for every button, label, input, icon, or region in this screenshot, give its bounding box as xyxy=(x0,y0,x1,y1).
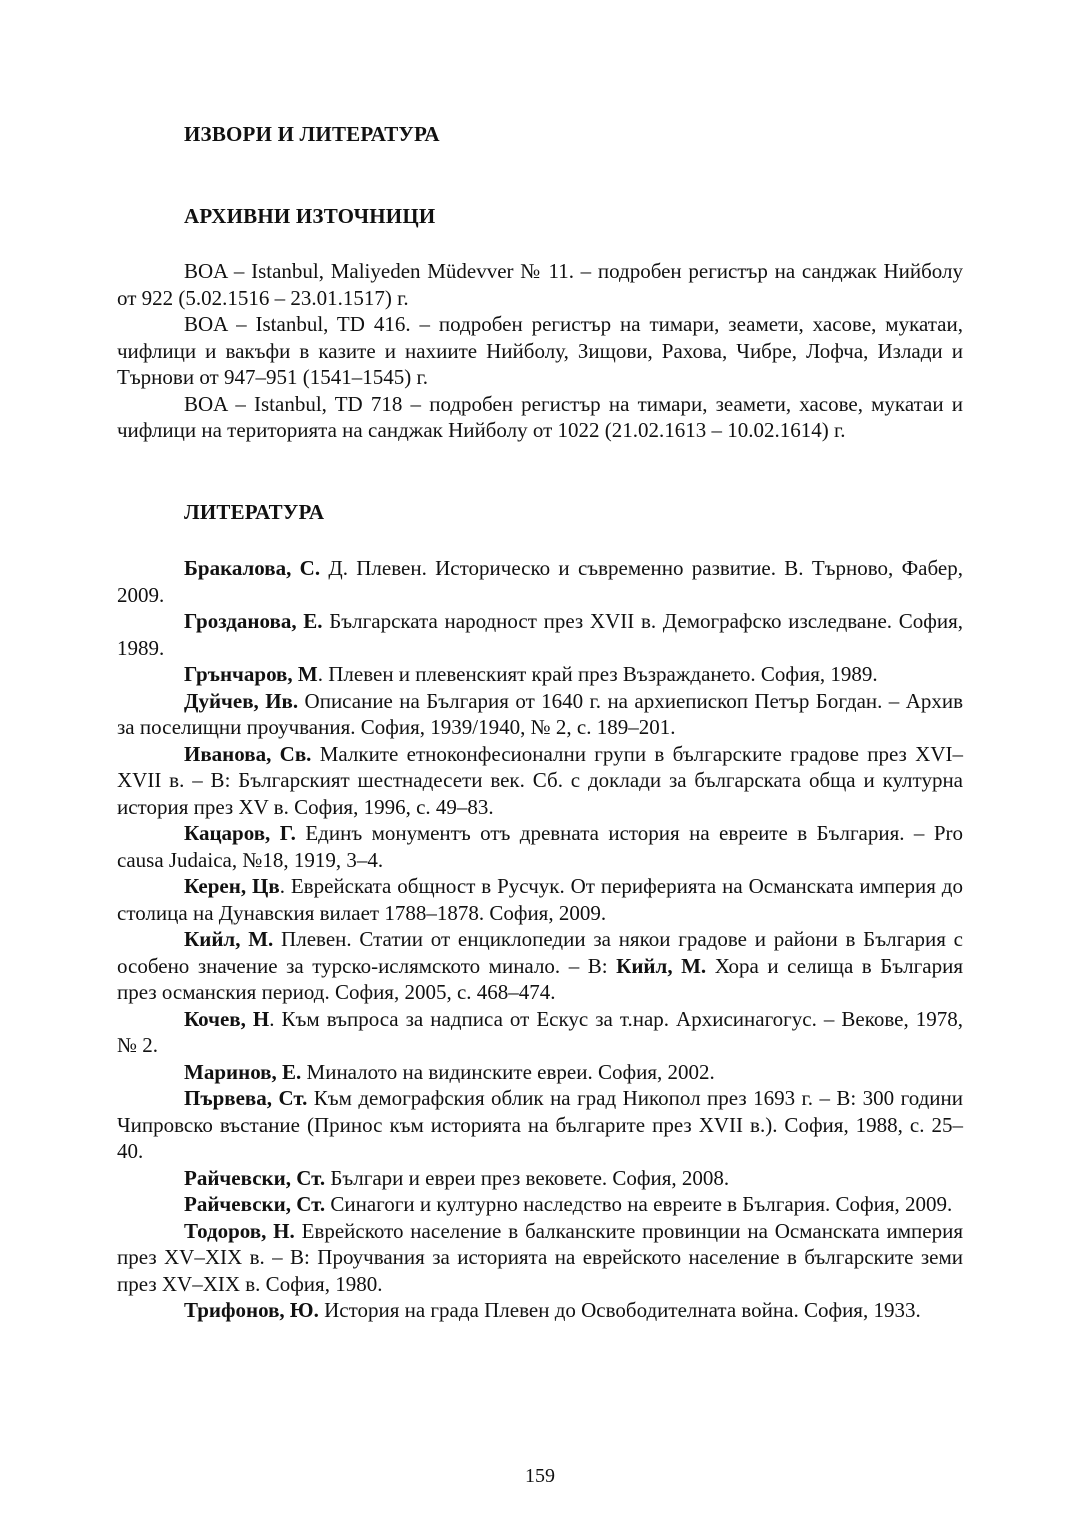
entry-text: Описание на България от 1640 г. на архиепископ Петър Богдан. – Архив за поселищни проучвания. София, 1939/1940, № 2, с. 189–201. xyxy=(117,688,964,739)
entry-text-secondary: Хора и селища в България през османския период. София, 2005, с. 468–474. xyxy=(117,953,963,1004)
entry-author: Бракалова, С. xyxy=(184,556,321,580)
entry-author: Райчевски, Ст. xyxy=(184,1192,326,1216)
entry-author: Райчевски, Ст. xyxy=(184,1165,326,1190)
bibliography-entry xyxy=(117,1297,963,1324)
bibliography-entry xyxy=(117,1165,963,1192)
bibliography-entry xyxy=(117,1059,963,1086)
entry-text: Малките етноконфесионални групи в българските градове през XVI–XVII в. – В: Българският шестнадесети век. Сб. с доклади за българската обща и културна история през XV в. София, 1996, с. 49–83. xyxy=(117,741,963,819)
entry-text: Еврейското население в балканските провинции на Османската империя през XV–XIX в. – В: Проучвания за историята на еврейското население в българските земи през XV–XIX в. София, 1980. xyxy=(117,1218,963,1296)
entry-text: Миналото на видинските евреи. София, 2002. xyxy=(301,1059,715,1084)
entry-text: Д. Плевен. Историческо и съвременно развитие. В. Търново, Фабер, 2009. xyxy=(117,556,963,607)
entry-author: Керен, Цв xyxy=(184,874,280,898)
entry-author: Кацаров, Г. xyxy=(184,821,296,845)
entry-author: Дуйчев, Ив. xyxy=(184,688,299,713)
bibliography-entry xyxy=(117,1191,963,1218)
bibliography-entry xyxy=(117,873,963,926)
entry-text: Българи и евреи през вековете. София, 2008. xyxy=(325,1165,730,1190)
entry-author: Първева, Ст. xyxy=(184,1086,308,1110)
archive-source-entry xyxy=(117,311,963,391)
entry-text: Плевен. Статии от енциклопедии за някои градове и райони в България с особено значение за турско-ислямското минало. – В: xyxy=(117,927,963,978)
entry-author-secondary: Кийл, М. xyxy=(616,953,707,978)
entry-text: Българската народност през XVII в. Демографско изследване. София, 1989. xyxy=(117,609,963,660)
bibliography-entry xyxy=(117,1218,963,1298)
bibliography-entry xyxy=(117,1085,963,1165)
bibliography-entry xyxy=(117,926,963,1006)
bibliography-entry xyxy=(117,661,963,688)
bibliography-entry xyxy=(117,741,963,821)
entry-text: BOA – Istanbul, Maliyeden Müdevver № 11. – подробен регистър на санджак Нийболу от 922 (5.02.1516 – 23.01.1517) г. xyxy=(117,259,963,310)
bibliography-entry xyxy=(117,688,963,741)
entry-text: BOA – Istanbul, TD 718 – подробен регистър на тимари, зеамети, хасове, мукатаи и чифлици на територията на санджак Нийболу от 1022 (21.02.1613 – 10.02.1614) г. xyxy=(117,391,963,442)
entry-author: Грънчаров, М xyxy=(184,662,318,686)
archive-source-entry xyxy=(117,258,963,311)
entry-author: Кийл, М. xyxy=(184,927,274,951)
entry-author: Тодоров, Н. xyxy=(184,1218,295,1243)
entry-text: История на града Плевен до Освободителната война. София, 1933. xyxy=(318,1298,921,1322)
entry-text: . Еврейската общност в Русчук. От периферията на Османската империя до столица на Дунавския вилает 1788–1878. София, 2009. xyxy=(117,874,963,925)
bibliography-entry xyxy=(117,608,963,661)
section-title-archive-sources: АРХИВНИ ИЗТОЧНИЦИ xyxy=(184,204,436,228)
entry-text: Синагоги и културно наследство на евреите в България. София, 2009. xyxy=(325,1192,953,1216)
bibliography-entry xyxy=(117,1006,963,1059)
bibliography-entry xyxy=(117,820,963,873)
entry-author: Кочев, Н xyxy=(184,1006,270,1031)
archive-source-entry xyxy=(117,391,963,444)
archive-sources-list xyxy=(117,258,963,444)
entry-author: Иванова, Св. xyxy=(184,741,312,766)
entry-text: BOA – Istanbul, TD 416. – подробен регистър на тимари, зеамети, хасове, мукатаи, чифлици и вакъфи в казите и нахиите Нийболу, Зищови, Рахова, Чибре, Лофча, Излади и Търнови от 947–951 (1541–1545) г. xyxy=(117,312,963,389)
literature-list xyxy=(117,555,963,1324)
section-title-literature: ЛИТЕРАТУРА xyxy=(184,500,325,524)
section-title-sources-and-literature: ИЗВОРИ И ЛИТЕРАТУРА xyxy=(184,122,440,146)
bibliography-entry xyxy=(117,555,963,608)
page-number: 159 xyxy=(525,1465,555,1487)
entry-author: Грозданова, Е. xyxy=(184,609,323,633)
entry-text: . Плевен и плевенският край през Възраждането. София, 1989. xyxy=(317,662,878,686)
entry-author: Трифонов, Ю. xyxy=(184,1298,319,1322)
entry-text: Единъ монументъ отъ древната история на евреите в България. – Pro causa Judaica, №18, 1919, 3–4. xyxy=(117,821,963,872)
entry-author: Маринов, Е. xyxy=(184,1059,302,1084)
entry-text: . Към въпроса за надписа от Ескус за т.нар. Архисинагогус. – Векове, 1978, № 2. xyxy=(117,1006,963,1057)
entry-text: Към демографския облик на град Никопол през 1693 г. – В: 300 години Чипровско въстание (Принос към историята на българите през XVII в.). София, 1988, с. 25–40. xyxy=(117,1086,963,1163)
